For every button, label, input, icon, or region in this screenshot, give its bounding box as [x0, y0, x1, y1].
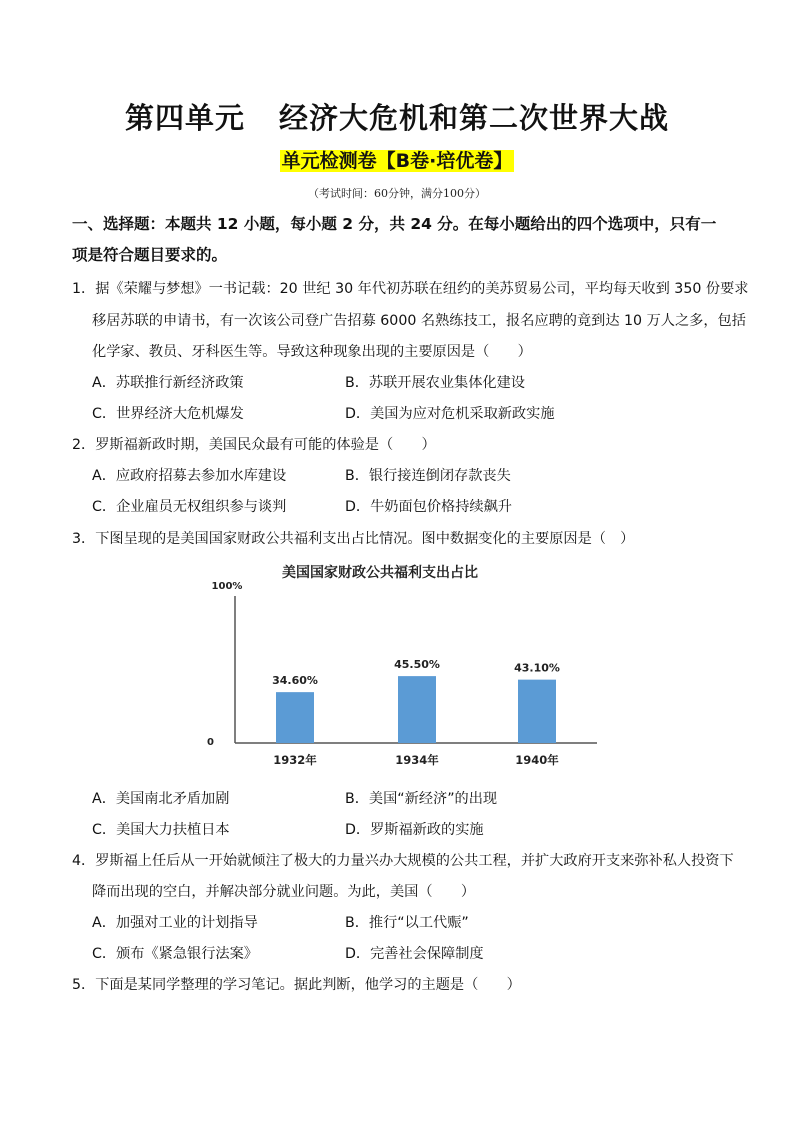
x-tick-label-2: 1934年: [395, 753, 439, 767]
q4-option-a[interactable]: A．加强对工业的计划指导: [92, 915, 258, 931]
bar-1: [276, 692, 314, 743]
subtitle-highlight: 单元检测卷【B卷·培优卷】: [281, 150, 513, 172]
q1-option-b[interactable]: B．苏联开展农业集体化建设: [345, 375, 525, 391]
q1-option-d[interactable]: D．美国为应对危机采取新政实施: [345, 406, 555, 422]
q2-stem-line1: 2．罗斯福新政时期，美国民众最有可能的体验是（ ）: [72, 437, 436, 453]
q1-stem-line2: 移居苏联的申请书，有一次该公司登广告招募 6000 名熟练技工，报名应聘的竟到达 10 万人之多，包括: [92, 313, 746, 329]
exam-info: （考试时间：60分钟，满分100分）: [308, 187, 486, 200]
bar-value-label-1: 34.60%: [272, 674, 318, 688]
q5-stem-line1: 5．下面是某同学整理的学习笔记。据此判断，他学习的主题是（ ）: [72, 977, 521, 993]
bars-group: [272, 658, 560, 767]
bar-value-label-3: 43.10%: [514, 661, 560, 675]
section-heading-line2: 项是符合题目要求的。: [72, 246, 228, 264]
q1-option-c[interactable]: C．世界经济大危机爆发: [92, 406, 244, 422]
title-unit: 第四单元: [124, 101, 245, 135]
y-tick-zero: 0: [207, 737, 214, 748]
q1-option-a[interactable]: A．苏联推行新经济政策: [92, 375, 244, 391]
q2-option-c[interactable]: C．企业雇员无权组织参与谈判: [92, 499, 287, 515]
page-subtitle: [0, 146, 794, 173]
q3-option-a[interactable]: A．美国南北矛盾加剧: [92, 791, 230, 807]
x-tick-label-3: 1940年: [515, 753, 559, 767]
welfare-bar-chart: [205, 558, 605, 773]
section-heading: [72, 209, 732, 271]
bar-2: [398, 676, 436, 743]
q4-option-b[interactable]: B．推行“以工代赈”: [345, 915, 469, 931]
q3-option-c[interactable]: C．美国大力扶植日本: [92, 822, 230, 838]
q4-option-c[interactable]: C．颁布《紧急银行法案》: [92, 946, 258, 962]
chart-title: 美国国家财政公共福利支出占比: [282, 565, 478, 581]
q1-stem-line3: 化学家、教员、牙科医生等。导致这种现象出现的主要原因是（ ）: [92, 344, 532, 360]
q4-option-d[interactable]: D．完善社会保障制度: [345, 946, 484, 962]
q2-option-d[interactable]: D．牛奶面包价格持续飙升: [345, 499, 512, 515]
q1-stem-line1: 1．据《荣耀与梦想》一书记载：20 世纪 30 年代初苏联在纽约的美苏贸易公司，平均每天收到 350 份要求: [72, 281, 749, 297]
q3-option-b[interactable]: B．美国“新经济”的出现: [345, 791, 498, 807]
section-heading-line1: 一、选择题：本题共 12 小题，每小题 2 分，共 24 分。在每小题给出的四个选项中，只有一: [72, 215, 717, 233]
q2-option-b[interactable]: B．银行接连倒闭存款丧失: [345, 468, 511, 484]
q2-option-a[interactable]: A．应政府招募去参加水库建设: [92, 468, 287, 484]
q4-stem-line2: 降而出现的空白，并解决部分就业问题。为此，美国（ ）: [92, 884, 476, 900]
q3-option-d[interactable]: D．罗斯福新政的实施: [345, 822, 484, 838]
bar-value-label-2: 45.50%: [394, 658, 440, 672]
bar-3: [518, 680, 556, 743]
q4-stem-line1: 4．罗斯福上任后从一开始就倾注了极大的力量兴办大规模的公共工程，并扩大政府开支来弥补私人投资下: [72, 853, 734, 869]
q3-stem-line1: 3．下图呈现的是美国国家财政公共福利支出占比情况。图中数据变化的主要原因是（ ）: [72, 531, 635, 547]
x-tick-label-1: 1932年: [273, 753, 317, 767]
y-tick-top: 100%: [211, 581, 243, 592]
page-title: [0, 96, 794, 137]
title-topic: 经济大危机和第二次世界大战: [279, 101, 670, 135]
